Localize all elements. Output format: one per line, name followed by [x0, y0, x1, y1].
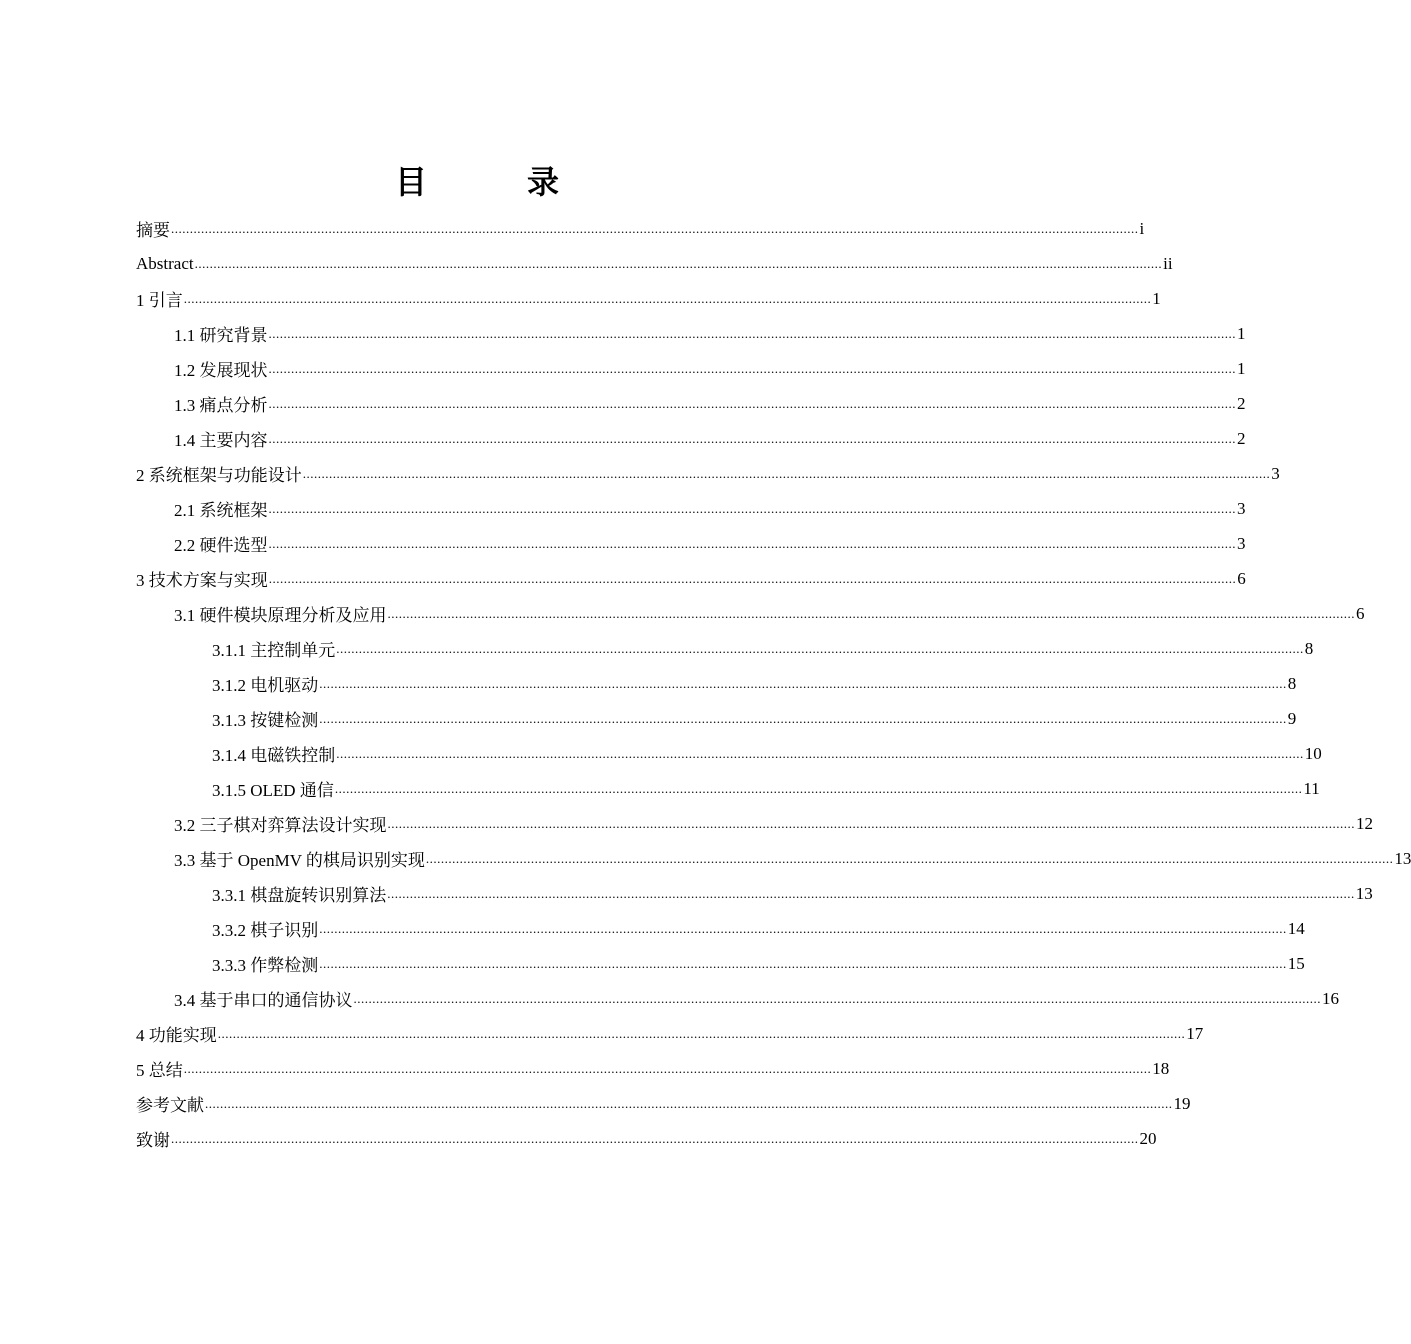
toc-entry-label: 摘要	[136, 221, 170, 240]
toc-entry-label: 3.1.4 电磁铁控制	[212, 746, 336, 765]
toc-entry-3-1-1[interactable]	[212, 631, 1314, 666]
toc-entry-label: 1.4 主要内容	[174, 431, 268, 450]
toc-entry-label: 1.3 痛点分析	[174, 396, 268, 415]
toc-entry-leader: ..................................................................................................................................................................................................................................................................	[268, 430, 1236, 446]
toc-entry-leader: ..................................................................................................................................................................................................................................................................	[425, 850, 1394, 866]
toc-entry-leader: ..................................................................................................................................................................................................................................................................	[194, 255, 1163, 271]
toc-entry-3-1-2[interactable]	[212, 666, 1297, 701]
toc-entry-label: 3.1.1 主控制单元	[212, 641, 336, 660]
toc-entry-leader: ..................................................................................................................................................................................................................................................................	[268, 570, 1237, 586]
toc-entry-leader: ..................................................................................................................................................................................................................................................................	[334, 780, 1303, 796]
toc-entry-abstract-en[interactable]	[136, 246, 1173, 281]
toc-entry-label: 3.3 基于 OpenMV 的棋局识别实现	[174, 851, 425, 870]
toc-entry-label: Abstract	[136, 253, 194, 273]
toc-entry-3-1[interactable]	[174, 596, 1365, 631]
toc-entry-leader: ..................................................................................................................................................................................................................................................................	[171, 220, 1139, 236]
toc-entry-leader: ..................................................................................................................................................................................................................................................................	[319, 710, 1287, 726]
toc-entry-page: 10	[1304, 743, 1322, 763]
toc-entry-label: 3.1.5 OLED 通信	[212, 781, 334, 800]
toc-entry-leader: ..................................................................................................................................................................................................................................................................	[183, 1060, 1152, 1076]
toc-entry-leader: ..................................................................................................................................................................................................................................................................	[217, 1025, 1186, 1041]
toc-entry-label: 致谢	[136, 1131, 170, 1150]
toc-entry-leader: ..................................................................................................................................................................................................................................................................	[387, 885, 1355, 901]
toc-entry-1-3[interactable]	[174, 386, 1246, 421]
toc-entry-leader: ..................................................................................................................................................................................................................................................................	[183, 290, 1152, 306]
toc-entry-label: 3.1 硬件模块原理分析及应用	[174, 606, 387, 625]
toc-entry-leader: ..................................................................................................................................................................................................................................................................	[319, 955, 1287, 971]
toc-title: 目 录	[394, 163, 593, 201]
toc-entry-page: 13	[1394, 848, 1411, 868]
toc-entry-3-1-5[interactable]	[212, 771, 1320, 806]
toc-entry-page: 2	[1237, 393, 1246, 413]
toc-entry-page: 2	[1237, 428, 1246, 448]
toc-entry-label: 3.4 基于串口的通信协议	[174, 991, 353, 1010]
toc-entry-page: 14	[1287, 918, 1305, 938]
toc-entry-1-2[interactable]	[174, 351, 1246, 386]
toc-entry-page: 17	[1186, 1023, 1204, 1043]
toc-entry-page: 8	[1304, 638, 1314, 658]
toc-entry-label: 1 引言	[136, 291, 183, 310]
toc-entry-page: ii	[1163, 253, 1173, 273]
toc-entry-label: 3.3.2 棋子识别	[212, 921, 319, 940]
toc-entry-leader: ..................................................................................................................................................................................................................................................................	[268, 395, 1236, 411]
toc-entry-2-2[interactable]	[174, 526, 1246, 561]
toc-entry-page: i	[1139, 218, 1145, 238]
toc-entry-label: 3.1.2 电机驱动	[212, 676, 319, 695]
toc-entry-leader: ..................................................................................................................................................................................................................................................................	[353, 990, 1321, 1006]
toc-entry-label: 4 功能实现	[136, 1026, 217, 1045]
toc-entry-leader: ..................................................................................................................................................................................................................................................................	[268, 500, 1236, 516]
toc-entry-page: 11	[1303, 778, 1320, 798]
toc-entry-label: 3 技术方案与实现	[136, 571, 268, 590]
toc-entry-page: 9	[1287, 708, 1297, 728]
toc-entry-1-4[interactable]	[174, 421, 1246, 456]
toc-entry-leader: ..................................................................................................................................................................................................................................................................	[387, 815, 1355, 831]
toc-entry-ch5[interactable]	[136, 1051, 1170, 1086]
toc-entry-leader: ..................................................................................................................................................................................................................................................................	[171, 1130, 1139, 1146]
toc-entry-page: 16	[1322, 988, 1339, 1008]
toc-entry-1-1[interactable]	[174, 316, 1246, 351]
toc-entry-page: 6	[1356, 603, 1365, 623]
toc-entry-leader: ..................................................................................................................................................................................................................................................................	[268, 325, 1236, 341]
toc-entry-ch2[interactable]	[136, 456, 1280, 491]
toc-entry-page: 3	[1237, 533, 1246, 553]
toc-entry-3-4[interactable]	[174, 981, 1339, 1016]
toc-entry-leader: ..................................................................................................................................................................................................................................................................	[319, 920, 1287, 936]
toc-entry-3-1-3[interactable]	[212, 701, 1297, 736]
toc-entry-leader: ..................................................................................................................................................................................................................................................................	[387, 605, 1355, 621]
toc-entry-page: 1	[1237, 358, 1246, 378]
toc-entry-label: 3.3.3 作弊检测	[212, 956, 319, 975]
toc-entry-page: 20	[1139, 1128, 1157, 1148]
toc-entry-page: 1	[1237, 323, 1246, 343]
toc-entry-3-1-4[interactable]	[212, 736, 1322, 771]
toc-entry-page: 12	[1356, 813, 1373, 833]
toc-entry-page: 1	[1152, 288, 1161, 308]
toc-entry-leader: ..................................................................................................................................................................................................................................................................	[319, 675, 1287, 691]
toc-entry-label: 3.1.3 按键检测	[212, 711, 319, 730]
toc-entry-2-1[interactable]	[174, 491, 1246, 526]
toc-entry-ch3[interactable]	[136, 561, 1246, 596]
toc-entry-page: 18	[1152, 1058, 1170, 1078]
toc-entry-references[interactable]	[136, 1086, 1191, 1121]
toc-entry-3-3-2[interactable]	[212, 911, 1305, 946]
toc-entry-ch4[interactable]	[136, 1016, 1204, 1051]
toc-entry-leader: ..................................................................................................................................................................................................................................................................	[268, 535, 1236, 551]
toc-entry-page: 3	[1271, 463, 1280, 483]
toc-entry-label: 参考文献	[136, 1096, 204, 1115]
toc-entry-page: 15	[1287, 953, 1305, 973]
toc-entry-label: 2.1 系统框架	[174, 501, 268, 520]
toc-entry-page: 13	[1355, 883, 1373, 903]
toc-entry-3-3[interactable]	[174, 841, 1411, 876]
toc-entry-label: 3.2 三子棋对弈算法设计实现	[174, 816, 387, 835]
toc-entry-leader: ..................................................................................................................................................................................................................................................................	[336, 640, 1304, 656]
toc-entry-label: 3.3.1 棋盘旋转识别算法	[212, 886, 387, 905]
toc-entry-ch1[interactable]	[136, 281, 1161, 316]
toc-entry-3-3-1[interactable]	[212, 876, 1373, 911]
toc-entry-3-2[interactable]	[174, 806, 1373, 841]
toc-entry-label: 2.2 硬件选型	[174, 536, 268, 555]
toc-entry-page: 8	[1287, 673, 1297, 693]
toc-entry-acknowledgements[interactable]	[136, 1121, 1157, 1156]
toc-entry-leader: ..................................................................................................................................................................................................................................................................	[302, 465, 1271, 481]
toc-entry-abstract-cn[interactable]	[136, 211, 1145, 246]
toc-entry-label: 5 总结	[136, 1061, 183, 1080]
toc-entry-page: 3	[1237, 498, 1246, 518]
toc-entry-label: 1.1 研究背景	[174, 326, 268, 345]
toc-entry-leader: ..................................................................................................................................................................................................................................................................	[336, 745, 1304, 761]
toc-entry-label: 1.2 发展现状	[174, 361, 268, 380]
toc-entry-leader: ..................................................................................................................................................................................................................................................................	[205, 1095, 1173, 1111]
toc-entry-label: 2 系统框架与功能设计	[136, 466, 302, 485]
toc-entry-page: 6	[1237, 568, 1246, 588]
toc-entry-3-3-3[interactable]	[212, 946, 1305, 981]
toc-entry-page: 19	[1173, 1093, 1191, 1113]
toc-entry-leader: ..................................................................................................................................................................................................................................................................	[268, 360, 1236, 376]
